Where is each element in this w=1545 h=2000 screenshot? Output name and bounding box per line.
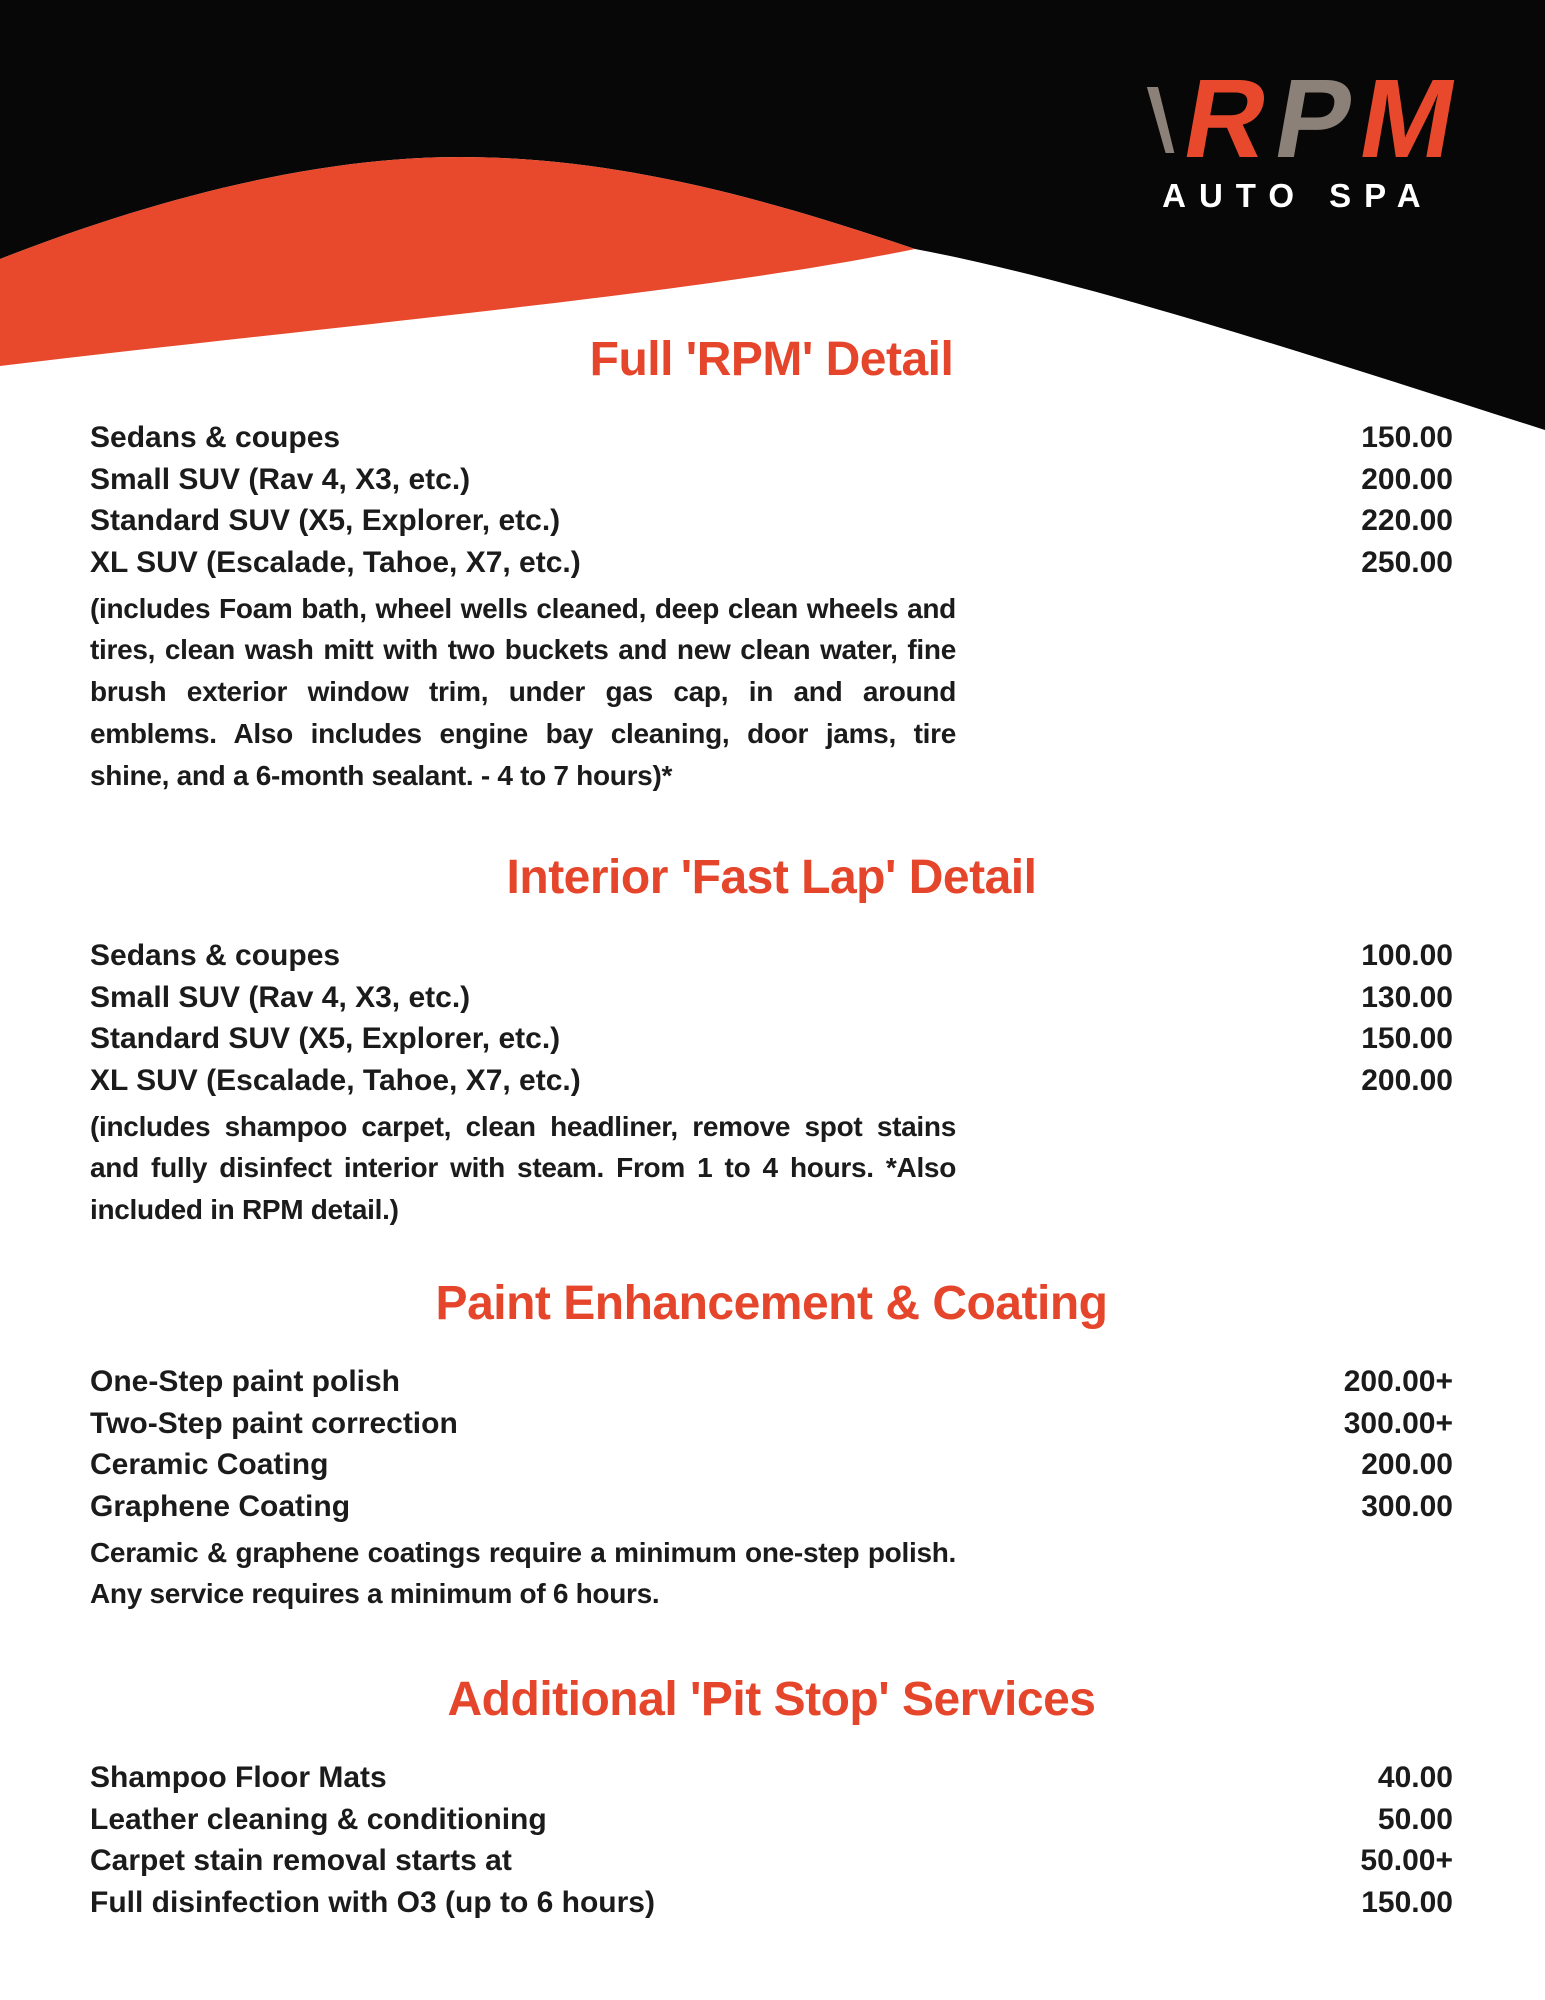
service-price: 250.00 [1361,546,1453,580]
service-price: 130.00 [1361,980,1453,1014]
section-title: Additional 'Pit Stop' Services [447,1673,1096,1726]
service-price: 100.00 [1361,939,1453,972]
section-title: Paint Enhancement & Coating [435,1277,1108,1330]
service-price: 50.00+ [1360,1844,1453,1878]
price-row [90,1448,1453,1490]
service-label: XL SUV (Escalade, Tahoe, X7, etc.) [90,1064,581,1098]
service-price: 50.00 [1377,1802,1453,1836]
section-additional-pit-stop-services [90,1673,1453,1928]
service-price: 300.00+ [1343,1406,1453,1440]
service-price: 200.00 [1361,1064,1453,1098]
service-label: Carpet stain removal starts at [90,1844,512,1878]
service-label: Ceramic Coating [90,1448,329,1482]
price-row [90,504,1453,546]
section-full-rpm-detail [90,333,1453,796]
price-row [90,1365,1453,1407]
logo-tagline: AUTO SPA [1162,177,1434,214]
logo-letter-p: P [1266,56,1373,181]
price-row [90,1022,1453,1064]
service-label: Standard SUV (X5, Explorer, etc.) [90,504,561,538]
price-row [90,546,1453,588]
price-list [90,1761,1453,1928]
service-label: Small SUV (Rav 4, X3, etc.) [90,980,471,1014]
price-row [90,1490,1453,1532]
service-price: 150.00 [1361,421,1453,454]
section-interior-fast-lap-detail [90,851,1453,1231]
section-description: Ceramic & graphene coatings require a minimum one-step polish. Any service requires a minimum of 6 hours. [90,1536,956,1610]
service-price: 150.00 [1361,1886,1453,1920]
logo-letter-r: R [1175,56,1289,181]
rpm-logo [1154,56,1477,215]
service-label: Full disinfection with O3 (up to 6 hours) [90,1886,655,1920]
service-label: Small SUV (Rav 4, X3, etc.) [90,462,471,496]
section-paint-enhancement-coating [90,1277,1453,1615]
service-price: 200.00 [1361,462,1453,496]
price-row [90,1803,1453,1845]
price-list [90,939,1453,1106]
service-label: Two-Step paint correction [90,1406,458,1440]
service-label: Sedans & coupes [90,939,341,972]
service-price: 300.00 [1361,1490,1453,1524]
price-list [90,421,1453,588]
price-row [90,1761,1453,1803]
service-label: XL SUV (Escalade, Tahoe, X7, etc.) [90,546,581,580]
price-row [90,421,1453,463]
service-price: 220.00 [1361,504,1453,538]
section-title: Interior 'Fast Lap' Detail [506,851,1037,904]
service-price: 150.00 [1361,1022,1453,1056]
section-description: (includes Foam bath, wheel wells cleaned, deep clean wheels and tires, clean wash mitt with two buckets and new clean water, fine brush exterior window trim, under gas cap, in and around emblems. Also includes engine bay cleaning, door jams, tire shine, and a 6-month sealant. - 4 to 7 hours)* [90,592,956,791]
service-label: Shampoo Floor Mats [90,1761,387,1794]
service-label: One-Step paint polish [90,1365,401,1398]
service-price: 40.00 [1377,1761,1453,1794]
logo-letter-m: M [1350,56,1477,181]
service-price: 200.00+ [1343,1365,1453,1398]
price-row [90,1844,1453,1886]
service-label: Graphene Coating [90,1490,351,1524]
section-description: (includes shampoo carpet, clean headliner, remove spot stains and fully disinfect interior with steam. From 1 to 4 hours. *Also included in RPM detail.) [90,1110,956,1226]
price-row [90,1886,1453,1928]
service-label: Leather cleaning & conditioning [90,1802,547,1836]
rpm-logo-word [1144,56,1477,181]
service-label: Standard SUV (X5, Explorer, etc.) [90,1022,561,1056]
price-row [90,939,1453,981]
service-price: 200.00 [1361,1448,1453,1482]
price-list [90,1365,1453,1532]
price-row [90,1064,1453,1106]
price-row [90,463,1453,505]
service-label: Sedans & coupes [90,421,341,454]
price-row [90,1407,1453,1449]
section-title: Full 'RPM' Detail [589,333,954,386]
price-row [90,981,1453,1023]
